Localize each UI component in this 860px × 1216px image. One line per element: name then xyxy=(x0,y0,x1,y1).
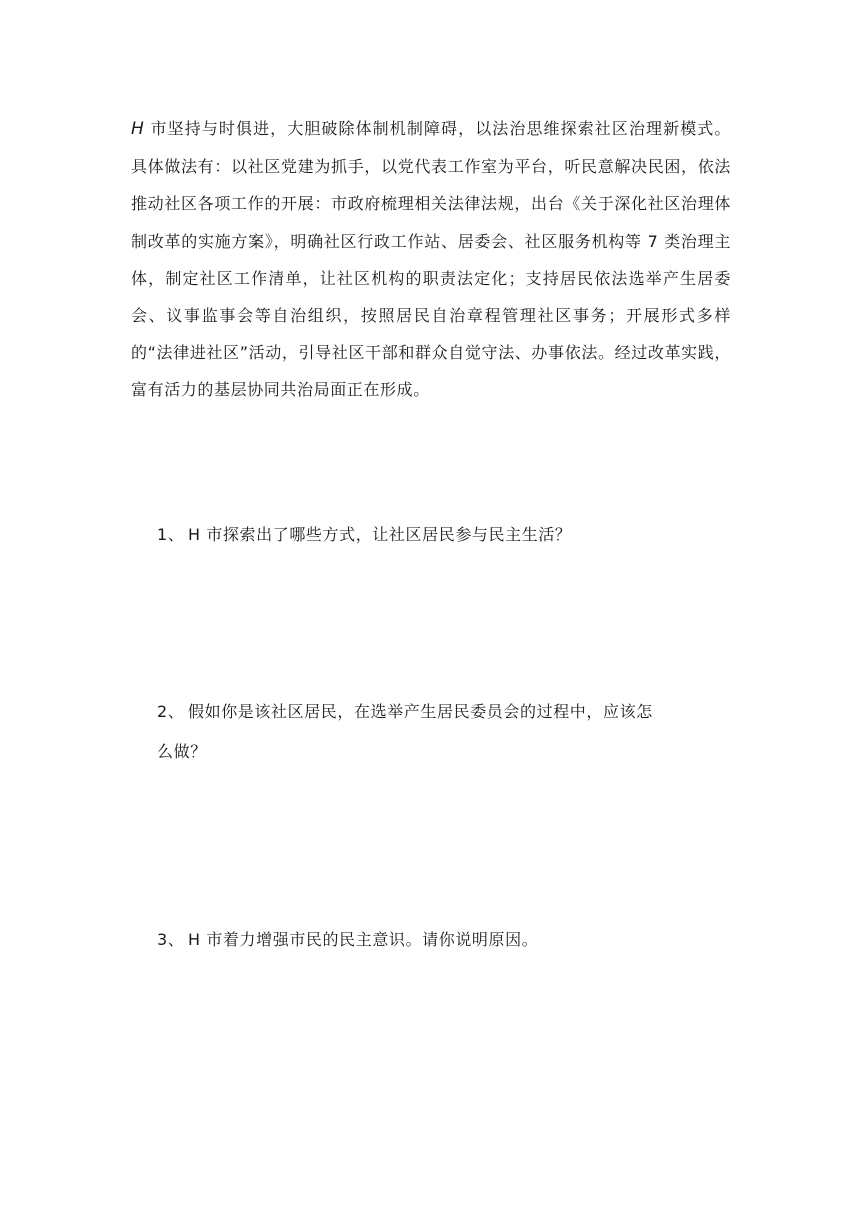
question-3-text: H 市着力增强市民的民主意识。请你说明原因。 xyxy=(188,930,539,949)
question-1 xyxy=(131,515,731,555)
question-2-text: 假如你是该社区居民，在选举产生居民委员会的过程中，应该怎 xyxy=(188,702,653,721)
question-3 xyxy=(131,920,731,960)
question-1-number: 1、 xyxy=(157,525,185,544)
passage-text: 市坚持与时俱进，大胆破除体制机制障碍，以法治思维探索社区治理新模式。具体做法有：以社区党建为抓手，以党代表工作室为平台，听民意解决民困，依法推动社区各项工作的开展：市政府梳理相关法律法规，出台《关于深化社区治理体制改革的实施方案》，明确社区行政工作站、居委会、社区服务机构等 7 类治理主体，制定社区工作清单，让社区机构的职责法定化；支持居民依法选举产生居委会、议事监事会等自治组织，按照居民自治章程管理社区事务；开展形式多样的“法律进社区”活动，引导社区干部和群众自觉守法、办事依法。经过改革实践，富有活力的基层协同共治局面正在形成。 xyxy=(131,119,731,400)
question-1-text: H 市探索出了哪些方式，让社区居民参与民主生活？ xyxy=(188,525,572,544)
reading-passage xyxy=(131,110,731,409)
question-2 xyxy=(131,692,731,772)
question-3-number: 3、 xyxy=(157,930,185,949)
question-2-number: 2、 xyxy=(157,702,185,721)
question-2-continuation: 么做？ xyxy=(157,742,207,761)
passage-lead-letter: H xyxy=(131,119,145,139)
